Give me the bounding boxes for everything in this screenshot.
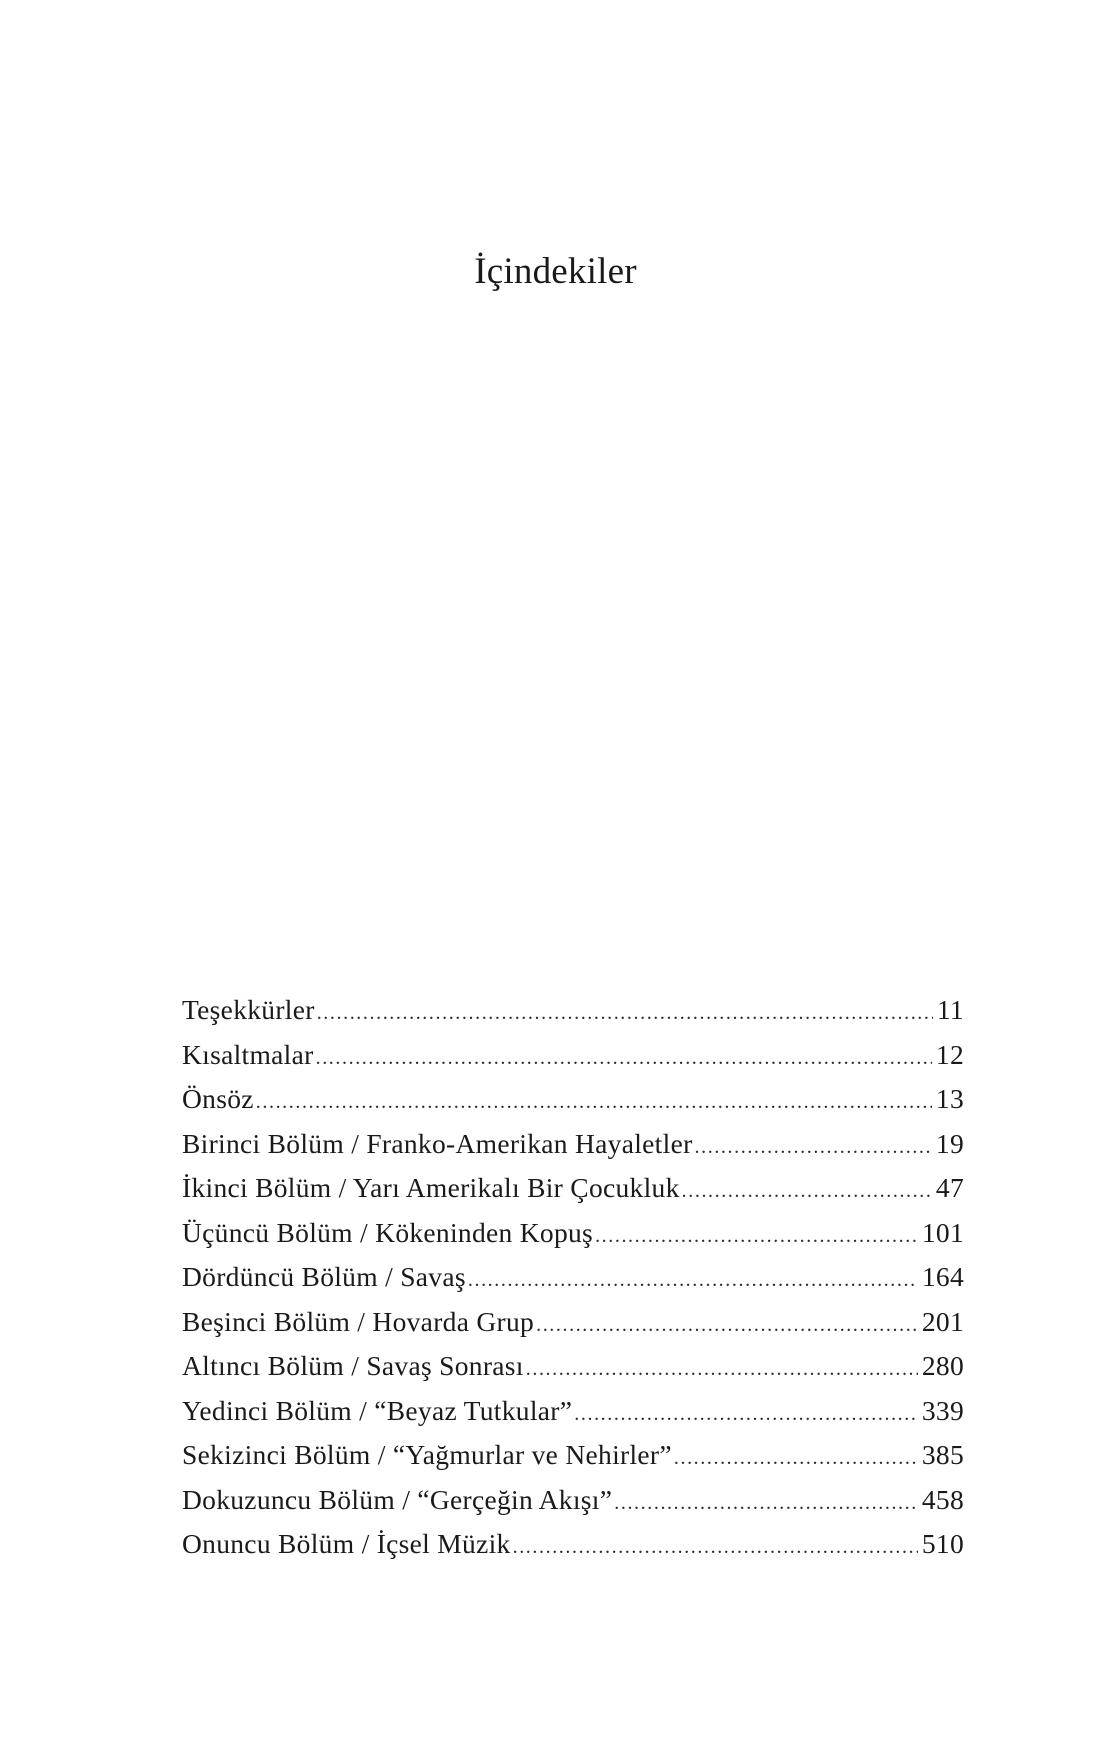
- dot-leader: [468, 1258, 918, 1303]
- dot-leader: [674, 1436, 918, 1481]
- toc-entry-page: 280: [921, 1350, 964, 1381]
- toc-entry-title: Kısaltmalar: [182, 1038, 314, 1070]
- dot-leader: [614, 1481, 918, 1526]
- toc-entry: [182, 1300, 964, 1345]
- toc-entry: [182, 1478, 964, 1523]
- dot-leader: [317, 991, 933, 1036]
- toc-entry: [182, 1211, 964, 1256]
- toc-entry-page: 339: [921, 1394, 964, 1426]
- toc-entry-page: 510: [921, 1528, 964, 1559]
- dot-leader: [316, 1036, 932, 1081]
- dot-leader: [526, 1347, 918, 1392]
- toc-entry-page: 458: [921, 1483, 964, 1515]
- toc-entry: [182, 988, 964, 1033]
- toc-entry: [182, 1255, 964, 1300]
- toc-entry: [182, 1033, 964, 1078]
- toc-entry: [182, 1122, 964, 1167]
- dot-leader: [695, 1125, 932, 1170]
- toc-entry: [182, 1344, 964, 1389]
- dot-leader: [513, 1525, 918, 1570]
- toc-entry-page: 101: [921, 1216, 964, 1248]
- table-of-contents: [182, 988, 964, 1567]
- toc-entry: [182, 1166, 964, 1211]
- toc-entry-page: 12: [935, 1038, 964, 1070]
- dot-leader: [574, 1392, 918, 1437]
- toc-entry: [182, 1522, 964, 1567]
- dot-leader: [595, 1214, 918, 1259]
- toc-entry-title: Dördüncü Bölüm / Savaş: [182, 1261, 466, 1292]
- toc-entry-page: 164: [921, 1261, 964, 1292]
- toc-entry-page: 385: [921, 1439, 964, 1470]
- toc-entry-page: 19: [935, 1127, 964, 1159]
- toc-entry-title: İkinci Bölüm / Yarı Amerikalı Bir Çocukluk: [182, 1172, 680, 1203]
- page-title: İçindekiler: [474, 251, 637, 292]
- toc-entry: [182, 1389, 964, 1434]
- toc-entry-title: Dokuzuncu Bölüm / “Gerçeğin Akışı”: [182, 1483, 613, 1515]
- dot-leader: [682, 1169, 932, 1214]
- toc-entry-page: 47: [935, 1172, 964, 1203]
- dot-leader: [256, 1080, 932, 1125]
- dot-leader: [536, 1303, 918, 1348]
- toc-entry-title: Altıncı Bölüm / Savaş Sonrası: [182, 1350, 524, 1381]
- toc-entry: [182, 1077, 964, 1122]
- toc-entry-page: 201: [921, 1305, 964, 1337]
- toc-entry: [182, 1433, 964, 1478]
- toc-entry-title: Teşekkürler: [182, 994, 315, 1025]
- toc-entry-title: Üçüncü Bölüm / Kökeninden Kopuş: [182, 1216, 594, 1248]
- toc-entry-title: Onuncu Bölüm / İçsel Müzik: [182, 1528, 511, 1559]
- toc-entry-title: Birinci Bölüm / Franko-Amerikan Hayaletler: [182, 1127, 693, 1159]
- toc-entry-page: 11: [936, 994, 964, 1025]
- toc-entry-title: Yedinci Bölüm / “Beyaz Tutkular”: [182, 1394, 573, 1426]
- toc-entry-title: Sekizinci Bölüm / “Yağmurlar ve Nehirler”: [182, 1439, 672, 1470]
- toc-entry-title: Önsöz: [182, 1083, 254, 1114]
- toc-entry-title: Beşinci Bölüm / Hovarda Grup: [182, 1305, 535, 1337]
- toc-entry-page: 13: [935, 1083, 964, 1114]
